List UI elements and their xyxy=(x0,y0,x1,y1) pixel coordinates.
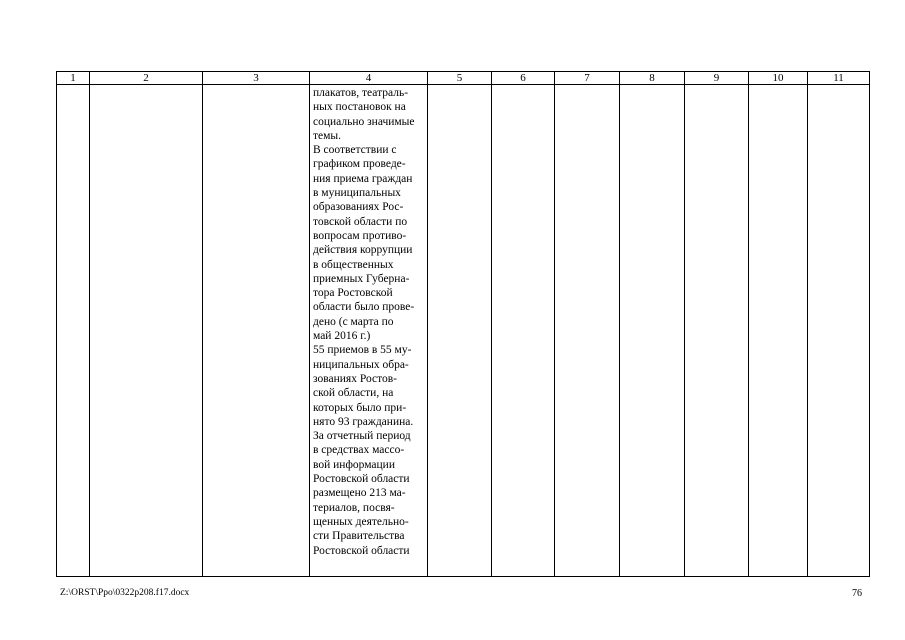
cell-col-4 xyxy=(310,85,428,577)
text-line: размещено 213 ма- xyxy=(313,487,406,500)
text-line: нято 93 гражданина. xyxy=(313,415,414,428)
cell-col-11 xyxy=(808,85,870,577)
cell-col-7 xyxy=(555,85,620,577)
text-line: товской области по xyxy=(313,215,408,228)
table-row xyxy=(57,85,870,577)
table-header-row xyxy=(57,72,870,85)
column-4-text xyxy=(310,85,427,558)
text-line: области было прове- xyxy=(313,301,415,314)
text-line: приемных Губерна- xyxy=(313,272,410,285)
text-line: май 2016 г.) xyxy=(313,330,371,343)
column-header-4: 4 xyxy=(310,72,428,85)
column-header-3: 3 xyxy=(203,72,310,85)
column-header-5: 5 xyxy=(428,72,492,85)
text-line: темы. xyxy=(313,129,342,142)
text-line: териалов, посвя- xyxy=(313,501,395,514)
cell-col-1 xyxy=(57,85,90,577)
cell-col-5 xyxy=(428,85,492,577)
cell-col-2 xyxy=(90,85,203,577)
cell-col-10 xyxy=(749,85,808,577)
text-line: вой информации xyxy=(313,458,395,471)
text-line: социально значимые xyxy=(313,115,415,128)
text-line: графиком проведе- xyxy=(313,158,406,171)
text-line: ния приема граждан xyxy=(313,172,413,185)
text-line: действия коррупции xyxy=(313,244,413,257)
column-header-8: 8 xyxy=(620,72,685,85)
column-header-9: 9 xyxy=(685,72,749,85)
report-table xyxy=(56,71,870,577)
column-header-2: 2 xyxy=(90,72,203,85)
text-line: ниципальных обра- xyxy=(313,358,409,371)
text-line: ных постановок на xyxy=(313,101,406,114)
text-line: ской области, на xyxy=(313,387,394,400)
text-line: тора Ростовской xyxy=(313,287,393,300)
text-line: плакатов, театраль- xyxy=(313,87,409,99)
cell-col-3 xyxy=(203,85,310,577)
text-line: которых было при- xyxy=(313,401,407,414)
text-line: Ростовской области xyxy=(313,544,410,557)
footer-file-path: Z:\ORST\Ppo\0322p208.f17.docx xyxy=(60,588,190,598)
text-line: В соответствии с xyxy=(313,144,397,157)
column-header-7: 7 xyxy=(555,72,620,85)
text-line: Ростовской области xyxy=(313,473,410,486)
text-line: в средствах массо- xyxy=(313,444,405,457)
footer-page-number: 76 xyxy=(852,588,862,599)
cell-col-8 xyxy=(620,85,685,577)
text-line: зованиях Ростов- xyxy=(313,372,397,385)
text-line: щенных деятельно- xyxy=(313,515,409,528)
text-line: в муниципальных xyxy=(313,187,401,200)
cell-col-9 xyxy=(685,85,749,577)
column-header-11: 11 xyxy=(808,72,870,85)
text-line: вопросам противо- xyxy=(313,229,407,242)
text-line: За отчетный период xyxy=(313,430,411,443)
text-line: сти Правительства xyxy=(313,530,405,543)
text-line: в общественных xyxy=(313,258,394,271)
text-line: дено (с марта по xyxy=(313,315,394,328)
column-header-1: 1 xyxy=(57,72,90,85)
text-line: образованиях Рос- xyxy=(313,201,404,214)
column-header-6: 6 xyxy=(492,72,555,85)
text-line: 55 приемов в 55 му- xyxy=(313,344,412,357)
column-header-10: 10 xyxy=(749,72,808,85)
cell-col-6 xyxy=(492,85,555,577)
